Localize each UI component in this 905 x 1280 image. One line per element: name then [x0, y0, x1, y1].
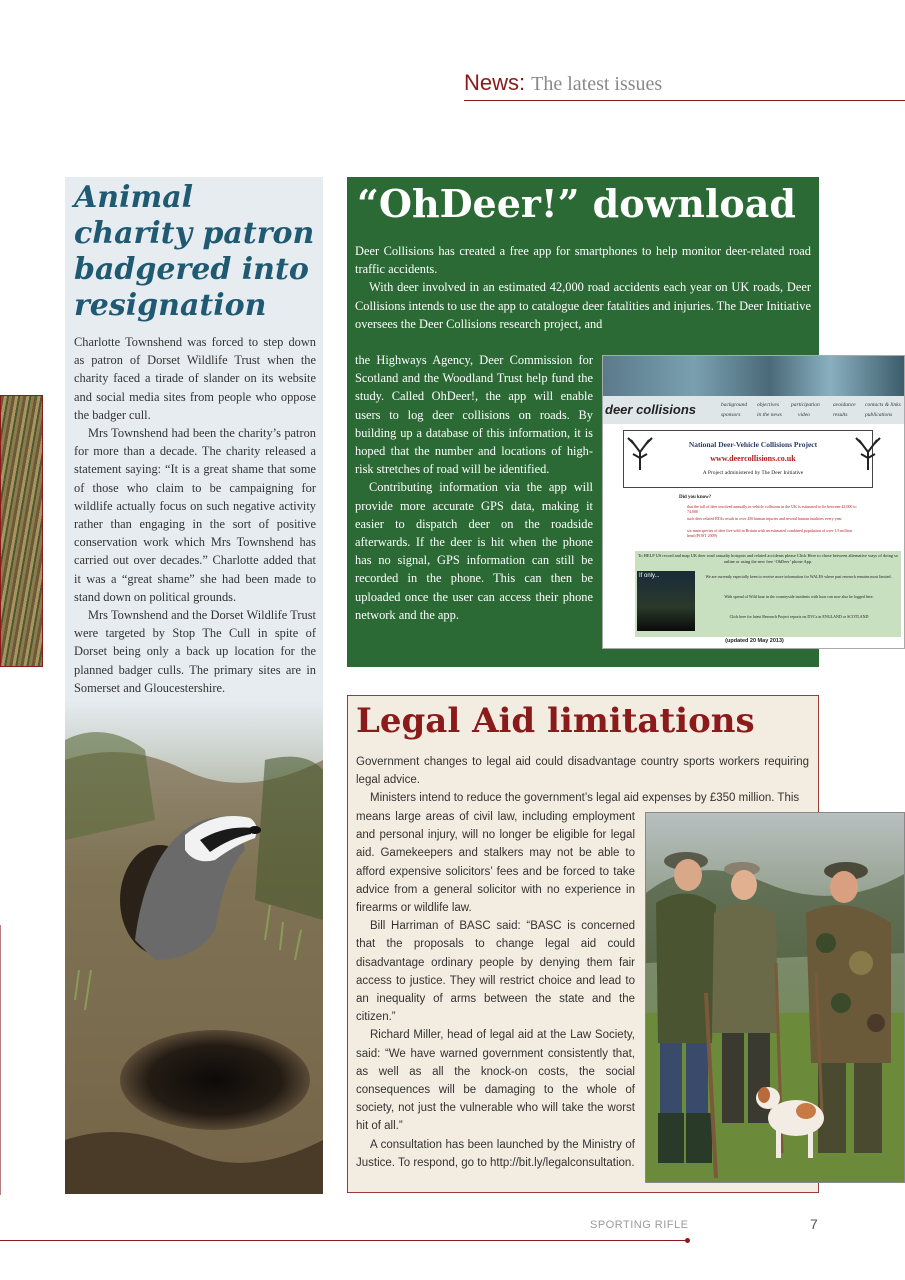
website-nav-item: sponsors — [721, 412, 741, 418]
antler-icon — [625, 432, 655, 472]
countrymen-illustration — [646, 813, 905, 1183]
ohdeer-paragraph: Contributing information via the app will provide more accurate GPS data, making it easier to dispatch deer on the roadside afterwards. If the deer is hit when the phone has no signal, GPS information can still be recorded in the phone. This can then be uploaded once the user can access their phone network and the app. — [355, 480, 593, 622]
legal-paragraph: Government changes to legal aid could disadvantage country sports workers requiring legal advice. — [356, 756, 809, 787]
website-banner-photo — [603, 356, 905, 396]
page-header — [464, 70, 905, 102]
ohdeer-body-left — [355, 351, 593, 624]
edge-photo-fragment — [0, 395, 43, 667]
website-nav-item: in the news — [757, 412, 782, 418]
legal-paragraph: Bill Harriman of BASC said: “BASC is concerned that the proposals to change legal aid could disadvantage ordinary people by denying them fair access to justice. They will restrict choice and lead to an inequality of arms between the state and the citizen.” — [356, 920, 635, 1024]
edge-divider — [0, 925, 1, 1195]
website-nav-item: avoidance — [833, 402, 856, 408]
website-help-text: To HELP US record and map UK deer road casualty hotspots and related accidents please Click Here to chose between alternative ways of doing so online or using the new free ‘OhDeer’ phone App. — [638, 553, 898, 564]
footer-rule-dot — [685, 1238, 690, 1243]
website-night-photo — [637, 571, 695, 631]
badger-paragraph: Mrs Townshend had been the charity’s patron for more than a decade. The charity released a statement saying: “It is a great shame that some of those who claim to be campaigning for wildlife actually focus on such negative activity rather than engaging in the sort of positive conservation work which Mrs Townshend has carried out over decades.” Charlotte added that it was a “great shame” she had been made to stand down on political grounds. — [74, 426, 316, 604]
legal-paragraph: means large areas of civil law, including employment and personal injury, will no longer be eligible for legal aid. Gamekeepers and stalkers may not be able to afford expensive solicitors’ fees and be forced to take advice from a general solicitor with no experience in firearms or wildlife law. — [356, 811, 635, 915]
website-project-title: National Deer-Vehicle Collisions Project — [688, 440, 818, 449]
antler-icon — [853, 432, 883, 472]
website-logo: deer collisions — [605, 402, 697, 417]
badger-article-body — [74, 333, 316, 697]
ohdeer-paragraph: the Highways Agency, Deer Commission for Scotland and the Woodland Trust help fund the study. Called OhDeer!, the app will enable users to log deer collisions on roads. By building up a database of this information, it is hoped that the number and locations of high-risk stretches of road will be identified. — [355, 353, 593, 477]
ohdeer-article-title: “OhDeer!” download — [357, 181, 796, 226]
legal-aid-body-left — [356, 808, 635, 1172]
legal-aid-body-top — [356, 753, 809, 808]
footer-magazine-name: SPORTING RIFLE — [590, 1219, 689, 1231]
website-reports-text: Click here for latest Research Project reports on DVCs in ENGLAND or SCOTLAND — [729, 614, 869, 619]
website-nav-item: background — [721, 402, 748, 408]
website-url-link: www.deercollisions.co.uk — [710, 454, 796, 463]
website-fact-bullet: six main species of deer live wild in Britain with an estimated combined population of over 1.5 million head (POST 2009) — [687, 528, 852, 538]
badger-photo — [65, 700, 323, 1194]
deer-collisions-website-screenshot — [602, 355, 905, 649]
legal-paragraph: A consultation has been launched by the Ministry of Justice. To respond, go to http://bit.ly/legalconsultation. — [356, 1138, 635, 1169]
website-nav-item: participation — [791, 402, 820, 408]
header-rule — [464, 100, 905, 101]
website-nav-item: contacts & links — [865, 402, 901, 408]
website-nav-item: publications — [865, 412, 893, 418]
ohdeer-body-top — [355, 242, 811, 333]
footer-rule — [0, 1240, 688, 1241]
ohdeer-paragraph: Deer Collisions has created a free app for smartphones to help monitor deer-related road traffic accidents. — [355, 244, 811, 277]
legal-paragraph: Ministers intend to reduce the government’s legal aid expenses by £350 million. This — [370, 792, 800, 805]
badger-illustration — [65, 700, 323, 1194]
website-fact-bullet: such deer related RTAs result in over 450 human injuries and several human fatalities every year. — [687, 516, 843, 521]
website-updated-line: (updated 20 May 2013) — [725, 638, 784, 644]
website-nav-item: video — [798, 412, 810, 418]
legal-aid-article-title: Legal Aid limitations — [356, 701, 755, 741]
website-did-you-know: Did you know? — [679, 495, 712, 500]
website-nav-item: results — [833, 412, 848, 418]
countrymen-photo — [645, 812, 905, 1183]
badger-article-title: Animal charity patron badgered into resignation — [74, 180, 315, 323]
badger-paragraph: Charlotte Townshend was forced to step down as patron of Dorset Wildlife Trust when the charity faced a tirade of slander on its website and social media sites from people who oppose the badger cull. — [74, 335, 316, 422]
website-if-only-caption: If only... — [639, 573, 660, 579]
website-fact-bullet: that the toll of deer involved annually in vehicle collisions in the UK is estimated to lie between 42,000 to 74,000 — [687, 504, 857, 514]
website-wild-boar-text: With spread of Wild boar in the countryside incidents with boar can now also be logged here. — [724, 594, 874, 599]
section-label: News: — [464, 70, 526, 95]
website-nav-item: objectives — [757, 402, 779, 408]
website-wales-text: We are currently especially keen to receive more information for WALES where past research remains most limited . — [705, 574, 893, 579]
ohdeer-paragraph: With deer involved in an estimated 42,000 road accidents each year on UK roads, Deer Collisions intends to use the app to catalogue deer fatalities and injuries. The Deer Initiative oversees the Deer Collisions research project, and — [355, 280, 811, 331]
footer-page-number: 7 — [810, 1216, 818, 1232]
section-subtitle: The latest issues — [531, 73, 663, 95]
legal-paragraph: Richard Miller, head of legal aid at the Law Society, said: “We have warned government consistently that, as well as all the knock-on costs, the social consequences will be damaging to the whole of society, not just the vulnerable who will take the worst hit of all.” — [356, 1029, 635, 1133]
badger-paragraph: Mrs Townshend and the Dorset Wildlife Trust were targeted by Stop The Cull in spite of Dorset being only a back up location for the planned badger culls. The primary sites are in Somerset and Gloucestershire. — [74, 608, 316, 695]
website-admin-line: A Project administered by The Deer Initiative — [702, 470, 804, 476]
